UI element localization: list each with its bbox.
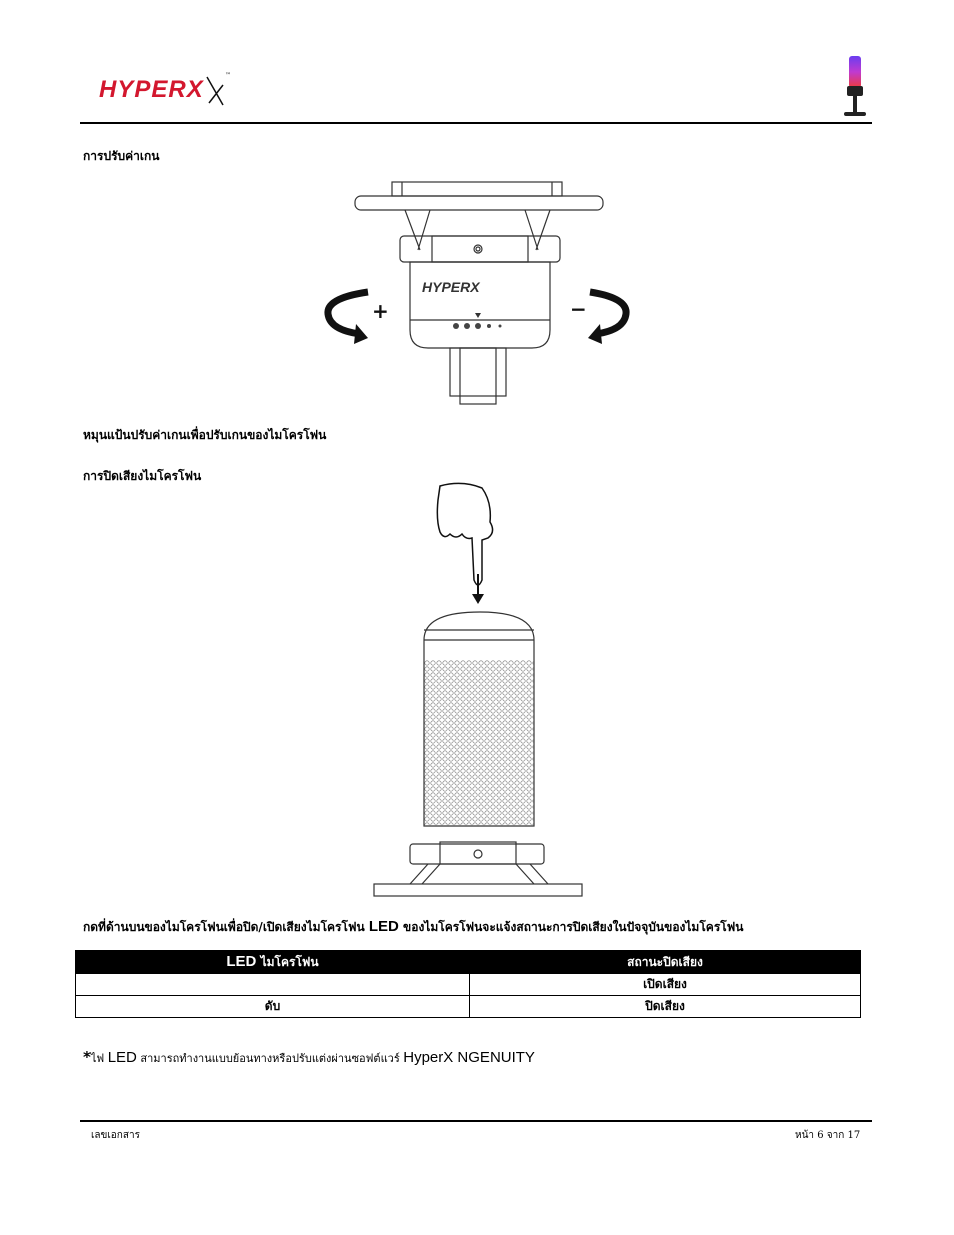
mute-figure <box>370 480 585 900</box>
device-logo-text: HYPERX <box>422 279 480 295</box>
mute-description-after: ของไมโครโฟนจะแจ้งสถานะการปิดเสียงในปัจจุบันของไมโครโฟน <box>403 920 744 934</box>
microphone-product-icon <box>840 55 870 121</box>
footnote <box>83 1048 535 1067</box>
minus-label: − <box>570 297 587 321</box>
led-cell: ดับ <box>76 996 470 1018</box>
doc-number-label: เลขเอกสาร <box>91 1130 140 1141</box>
gain-caption: หมุนแป้นปรับค่าเกนเพื่อปรับเกนของไมโครโฟน <box>83 428 327 442</box>
mute-heading: การปิดเสียงไมโครโฟน <box>83 469 202 483</box>
hyperx-logo <box>95 67 235 111</box>
footnote-prefix: ไฟ <box>90 1052 105 1065</box>
footnote-software: HyperX NGENUITY <box>403 1049 535 1066</box>
led-column-header-latin: LED <box>226 952 257 970</box>
mute-description <box>83 918 743 937</box>
led-column-header-thai: ไมโครโฟน <box>260 954 319 969</box>
mute-description-before: กดที่ด้านบนของไมโครโฟนเพื่อปิด/เปิดเสียงไมโครโฟน <box>83 920 365 934</box>
footnote-led: LED <box>107 1049 137 1066</box>
gain-heading: การปรับค่าเกน <box>83 149 160 163</box>
hyperx-logo-text: HYPERX <box>99 76 204 103</box>
logo-tm: ™ <box>225 72 231 79</box>
plus-label: + <box>372 299 389 323</box>
header-rule <box>80 122 872 124</box>
mute-description-led: LED <box>368 918 399 935</box>
led-column-header <box>76 951 470 974</box>
gain-figure <box>320 180 640 412</box>
page-number: หน้า 6 จาก 17 <box>795 1130 861 1141</box>
footer-rule <box>80 1120 872 1122</box>
led-table-header-row <box>76 951 861 974</box>
rotate-left-arrow-icon <box>328 292 368 334</box>
status-column-header: สถานะปิดเสียง <box>470 951 861 974</box>
led-status-table <box>75 950 861 1018</box>
rotate-right-arrow-icon <box>590 292 626 334</box>
footnote-middle: สามารถทำงานแบบย้อนทางหรือปรับแต่งผ่านซอฟต์แวร์ <box>140 1052 400 1065</box>
table-row <box>76 996 861 1018</box>
table-row <box>76 974 861 996</box>
header <box>80 55 872 125</box>
status-cell: ปิดเสียง <box>470 996 861 1018</box>
footnote-star: * <box>83 1048 91 1066</box>
pointing-hand-icon <box>437 483 492 585</box>
status-cell: เปิดเสียง <box>470 974 861 996</box>
led-cell <box>76 974 470 996</box>
